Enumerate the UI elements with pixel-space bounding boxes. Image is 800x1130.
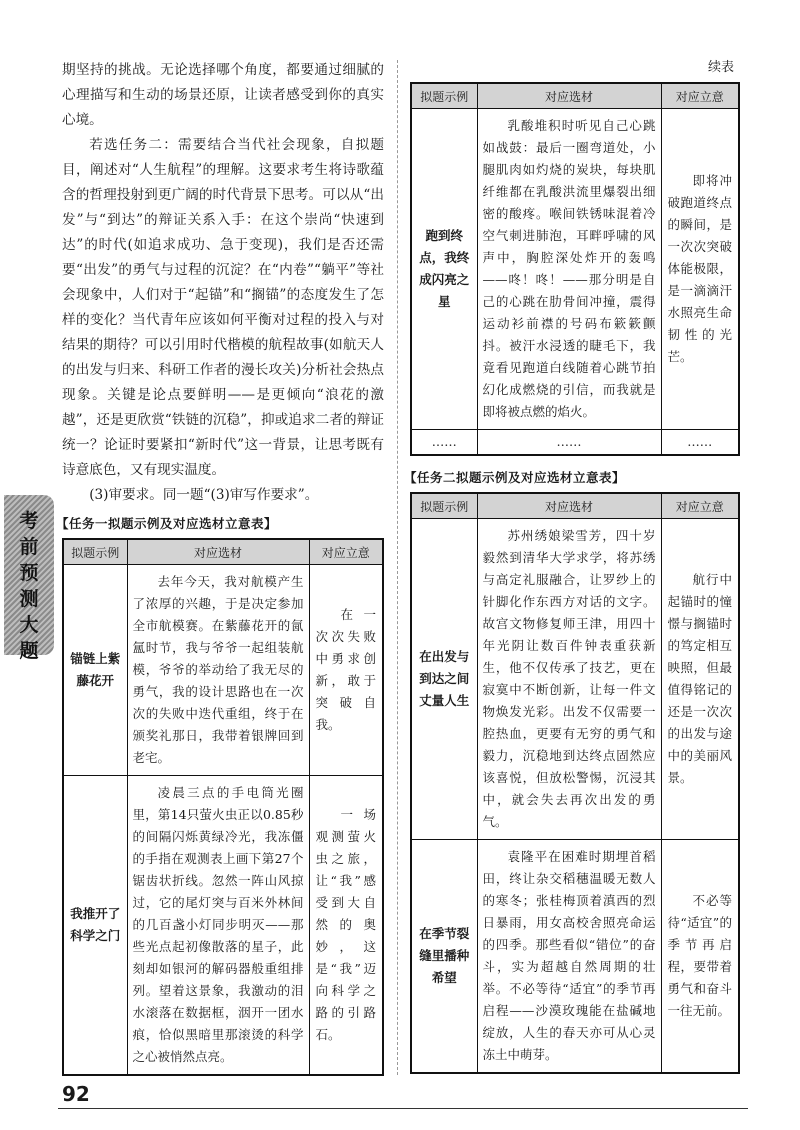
header-example: 拟题示例: [411, 493, 477, 519]
ellipsis-cell: ……: [661, 430, 739, 456]
angle-cell: 不必等待“适宜”的季节再启程，要带着勇气和奋斗一往无前。: [661, 840, 739, 1074]
column-divider: [397, 60, 398, 1075]
angle-cell: 即将冲破跑道终点的瞬间，是一次次突破体能极限，是一滴滴汗水照亮生命韧性的光芒。: [661, 109, 739, 430]
table-task-two: [410, 492, 740, 1074]
example-title: 在季节裂缝里播种希望: [411, 840, 477, 1074]
table3-title: 【任务二拟题示例及对应选材立意表】: [404, 470, 626, 485]
header-angle: 对应立意: [661, 83, 739, 109]
page-number: 92: [62, 1082, 90, 1106]
header-material: 对应选材: [477, 493, 661, 519]
table-row: [63, 565, 383, 776]
table-header-row: [411, 83, 739, 109]
angle-cell: 在一次次失败中勇求创新，敢于突破自我。: [309, 565, 383, 776]
example-title: 在出发与到达之间丈量人生: [411, 519, 477, 840]
table-row: [63, 776, 383, 1076]
right-column: [404, 58, 740, 1074]
example-title: 锚链上紫藤花开: [63, 565, 127, 776]
ellipsis-cell: ……: [477, 430, 661, 456]
angle-cell: 航行中起锚时的憧憬与搁锚时的笃定相互映照，但最值得铭记的还是一次次的出发与途中的美丽风景。: [661, 519, 739, 840]
material-cell: 苏州绣娘梁雪芳，四十岁毅然到清华大学求学，将苏绣与高定礼服融合，让罗纱上的针脚化作东西方对话的文字。故宫文物修复师王津，用四十年光阴让数百件钟表重获新生，他不仅传承了技艺，更在寂寞中不断创新，让每一件文物焕发光彩。出发不仅需要一腔热血，更要有无穷的勇气和毅力，沉稳地到达终点固然应该喜悦，但放松警惕，沉浸其中，就会失去再次出发的勇气。: [477, 519, 661, 840]
example-title: 跑到终点，我终成闪亮之星: [411, 109, 477, 430]
header-example: 拟题示例: [411, 83, 477, 109]
material-cell: 凌晨三点的手电筒光圈里，第14只萤火虫正以0.85秒的间隔闪烁黄绿冷光，我冻僵的手指在观测表上画下第27个锯齿状折线。忽然一阵山风掠过，它的尾灯突与百米外林间的几百盏小灯同步明灭——那些光点起初像散落的星子，此刻却如银河的解码器般重组排列。望着这景象，我激动的泪水滚落在数据框，洇开一团水痕，恰似黑暗里那滚烫的科学之心被悄然点亮。: [127, 776, 309, 1076]
ellipsis-cell: ……: [411, 430, 477, 456]
paragraph-task-two: 若选任务二：需要结合当代社会现象，自拟题目，阐述对“人生航程”的理解。这要求考生将诗歌蕴含的哲理投射到更广阔的时代背景下思考。可以从“出发”与“到达”的辩证关系入手：在这个崇尚“快速到达”的时代(如追求成功、急于变现)，我们是否还需要“出发”的勇气与过程的沉淀？在“内卷”“躺平”等社会现象中，人们对于“起锚”和“搁锚”的态度发生了怎样的变化？当代青年应该如何平衡对过程的投入与对结果的期待？可以引用时代楷模的航程故事(如航天人的出发与归来、科研工作者的漫长攻关)分析社会热点现象。关键是论点要鲜明——是更倾向“浪花的激越”，还是更欣赏“铁链的沉稳”，抑或追求二者的辩证统一？论证时要紧扣“新时代”这一背景，让思考既有诗意底色，又有现实温度。: [62, 137, 384, 478]
header-material: 对应选材: [127, 539, 309, 565]
header-angle: 对应立意: [661, 493, 739, 519]
table-task-one-continued: [410, 82, 740, 456]
table-row: [411, 840, 739, 1074]
table-task-one: [62, 538, 384, 1076]
example-title: 我推开了科学之门: [63, 776, 127, 1076]
table-row: [411, 109, 739, 430]
material-cell: 乳酸堆积时听见自己心跳如战鼓：最后一圈弯道处，小腿肌肉如灼烧的炭块，每块肌纤维都在乳酸洪流里爆裂出细密的酸疼。喉间铁锈味混着冷空气刺进肺泡，耳畔呼啸的风声中，胸腔深处炸开的轰鸣——咚！咚！——那分明是自己的心跳在肋骨间冲撞，震得运动衫前襟的号码布簌簌颤抖。被汗水浸透的睫毛下，我竟看见跑道白线随着心跳节拍幻化成燃烧的引信，而我就是即将被点燃的焰火。: [477, 109, 661, 430]
angle-cell: 一场观测萤火虫之旅，让“我”感受到大自然的奥妙，这是“我”迈向科学之路的引路石。: [309, 776, 383, 1076]
table-row: [411, 519, 739, 840]
paragraph-continuation: 期坚持的挑战。无论选择哪个角度，都要通过细腻的心理描写和生动的场景还原，让读者感受到你的真实心境。: [62, 62, 384, 128]
header-example: 拟题示例: [63, 539, 127, 565]
table1-title: 【任务一拟题示例及对应选材立意表】: [56, 516, 278, 531]
material-cell: 去年今天，我对航模产生了浓厚的兴趣，于是决定参加全市航模赛。在紫藤花开的氤氲时节，我与爷爷一起组装航模，爷爷的举动给了我无尽的勇气，我的设计思路也在一次次的失败中迭代重组，终于在颁奖礼那日，我带着银牌回到老宅。: [127, 565, 309, 776]
side-tab-label: 考前预测大题: [19, 510, 39, 662]
material-cell: 袁隆平在困难时期埋首稻田，终让杂交稻穗温暖无数人的寒冬；张桂梅顶着滇西的烈日暴雨，用女高校舍照亮命运的四季。那些看似“错位”的奋斗，实为超越自然周期的壮举。不必等待“适宜”的季节再启程——沙漠玫瑰能在盐碱地绽放，人生的春天亦可从心灵冻土中萌芽。: [477, 840, 661, 1074]
paragraph-requirements: (3)审要求。同一题“(3)审写作要求”。: [89, 487, 319, 503]
table-header-row: [411, 493, 739, 519]
table-header-row: [63, 539, 383, 565]
header-angle: 对应立意: [309, 539, 383, 565]
footer-rule: [58, 1108, 748, 1109]
continued-label: 续表: [707, 60, 734, 75]
left-column: [56, 58, 384, 1076]
header-material: 对应选材: [477, 83, 661, 109]
table-row: [411, 430, 739, 456]
